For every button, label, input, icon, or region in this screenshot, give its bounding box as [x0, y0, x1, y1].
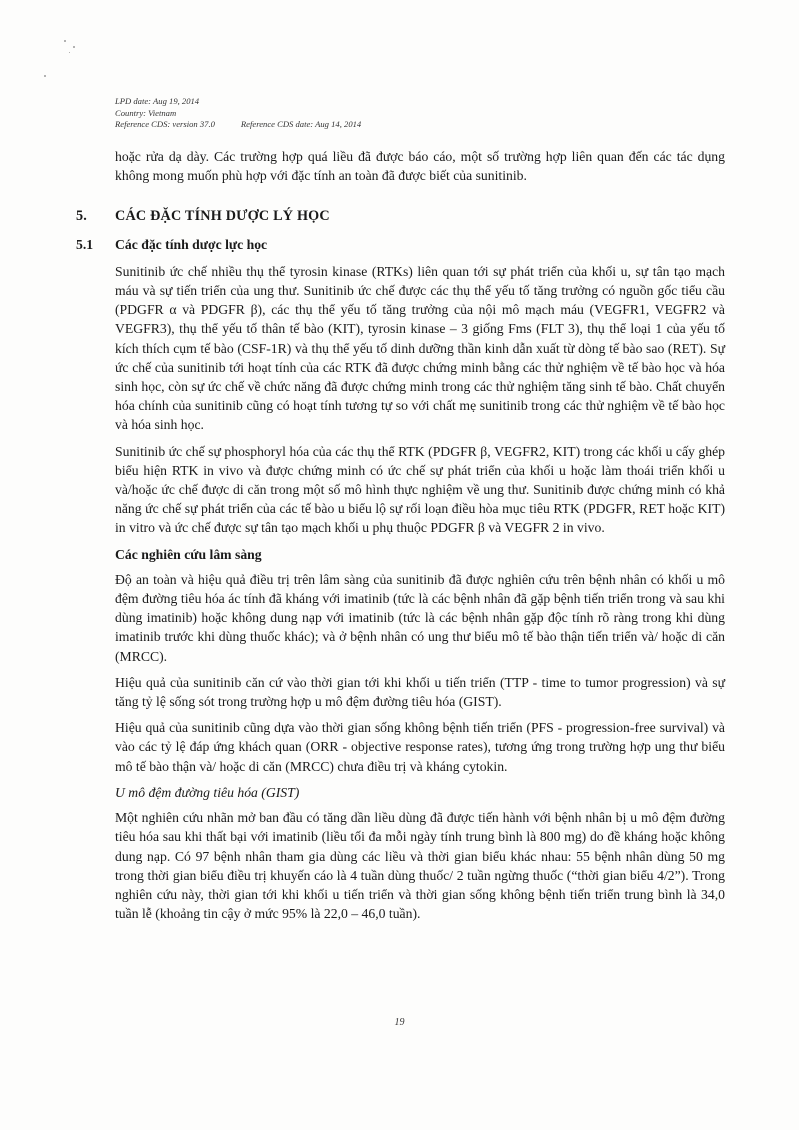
- clinical-studies-heading: Các nghiên cứu lâm sàng: [115, 546, 262, 562]
- reference-cds-version: Reference CDS: version 37.0: [115, 119, 215, 129]
- pharmacodynamics-paragraph: Sunitinib ức chế nhiều thụ thể tyrosin kinase (RTKs) liên quan tới sự phát triển của khối u, sự tân tạo mạch máu và sự tiến triển của ung thư. Sunitinib ức chế được các thụ thể yếu tố tăng trưởng có nguồn gốc tiểu cầu (PDGFR α và PDGFR β), các thụ thể yếu tố tăng trưởng của nội mô mạch máu (VEGFR1, VEGFR2 và VEGFR3), thụ thể yếu tố thân tế bào (KIT), tyrosin kinase – 3 giống Fms (FLT 3), thụ thể loại 1 của yếu tố kích thích cụm tế bào (CSF-1R) và thụ thể yếu tố dinh dưỡng thần kinh dẫn xuất từ dòng tế bào sao (RET). Sự ức chế của sunitinib tới hoạt tính của các RTK đã được chứng minh bằng các thử nghiệm về tế bào học và hóa sinh học, còn sự ức chế về chức năng đã được chứng minh trong các thử nghiệm tăng sinh tế bào. Chất chuyển hóa chính của sunitinib cũng có hoạt tính tương tự so với chất mẹ sunitinib trong các thử nghiệm về tế bào học và hóa sinh học.: [115, 263, 725, 433]
- lpd-date: LPD date: Aug 19, 2014: [115, 96, 200, 106]
- reference-cds-row: [115, 119, 361, 131]
- pharmacodynamics-paragraph: Sunitinib ức chế sự phosphoryl hóa của các thụ thể RTK (PDGFR β, VEGFR2, KIT) trong các khối u cấy ghép biểu hiện RTK in vivo và được chứng minh có ức chế sự phát triển của khối u hoặc làm thoái triển khối u và/hoặc ức chế được di căn trong một số mô hình thực nghiệm về ung thư. Sunitinib được chứng minh có khả năng ức chế sự phát triển của các tế bào u biểu lộ sự rối loạn điều hòa mục tiêu RTK (PDGFR, RET hoặc KIT) in vitro và ức chế được sự tân tạo mạch khối u phụ thuộc PDGFR β và VEGFR 2 in vivo.: [115, 443, 725, 536]
- subsection-title: Các đặc tính dược lực học: [115, 236, 268, 252]
- scan-speck: [73, 46, 75, 48]
- gist-heading: U mô đệm đường tiêu hóa (GIST): [115, 784, 300, 800]
- document-header: [115, 96, 361, 131]
- scan-speck: [69, 52, 70, 53]
- section-title: CÁC ĐẶC TÍNH DƯỢC LÝ HỌC: [115, 208, 330, 225]
- section-number: 5.: [76, 208, 88, 225]
- gist-paragraph: Một nghiên cứu nhãn mở ban đầu có tăng dần liều dùng đã được tiến hành với bệnh nhân bị u mô đệm đường tiêu hóa sau khi thất bại với imatinib (liều tối đa mỗi ngày tính trung bình là 800 mg) do đề kháng hoặc không dung nạp. Có 97 bệnh nhân tham gia dùng các liều và thời gian biểu khác nhau: 55 bệnh nhân dùng 50 mg trong thời gian biểu điều trị khuyến cáo là 4 tuần dùng thuốc/ 2 tuần ngừng thuốc (“thời gian biểu 4/2”). Trong nghiên cứu này, thời gian tới khi khối u tiến triển và thời gian sống không bệnh tiến triển trung bình là 34,0 tuần lễ (khoảng tin cậy ở mức 95% là 22,0 – 46,0 tuần).: [115, 810, 725, 922]
- clinical-paragraph: Độ an toàn và hiệu quả điều trị trên lâm sàng của sunitinib đã được nghiên cứu trên bệnh nhân có khối u mô đệm đường tiêu hóa ác tính đã kháng với imatinib (tức là các bệnh nhân đã gặp bệnh tiến triển trong và sau khi dùng imatinib) hoặc không dung nạp với imatinib (tức là các bệnh nhân gặp độc tính rõ ràng trong khi dùng imatinib trước khi dùng thuốc khác); và ở bệnh nhân có ung thư biểu mô tế bào thận tiến triển và/ hoặc di căn (MRCC).: [115, 571, 725, 664]
- document-body: [76, 147, 725, 930]
- subsection-heading: [76, 235, 725, 254]
- reference-cds-date: Reference CDS date: Aug 14, 2014: [240, 119, 362, 129]
- subsection-number: 5.1: [76, 236, 94, 252]
- clinical-paragraph: Hiệu quả của sunitinib cũng dựa vào thời gian sống không bệnh tiến triển (PFS - progression-free survival) và vào các tỷ lệ đáp ứng khách quan (ORR - objective response rates), tương ứng trong trường hợp ung thư biểu mô tế bào thận và/ hoặc di căn (MRCC) chưa điều trị và kháng cytokin.: [115, 720, 725, 774]
- page-number: 19: [394, 1017, 405, 1028]
- country: Country: Vietnam: [115, 107, 177, 118]
- scan-speck: [44, 75, 46, 77]
- scan-speck: [64, 40, 66, 42]
- section-heading: [76, 207, 725, 226]
- clinical-paragraph: Hiệu quả của sunitinib căn cứ vào thời gian tới khi khối u tiến triển (TTP - time to tumor progression) và sự tăng tỷ lệ sống sót trong trường hợp u mô đệm đường tiêu hóa (GIST).: [115, 674, 725, 710]
- intro-paragraph: hoặc rửa dạ dày. Các trường hợp quá liều đã được báo cáo, một số trường hợp liên quan đến các tác dụng không mong muốn phù hợp với đặc tính an toàn đã được biết của sunitinib.: [115, 149, 725, 184]
